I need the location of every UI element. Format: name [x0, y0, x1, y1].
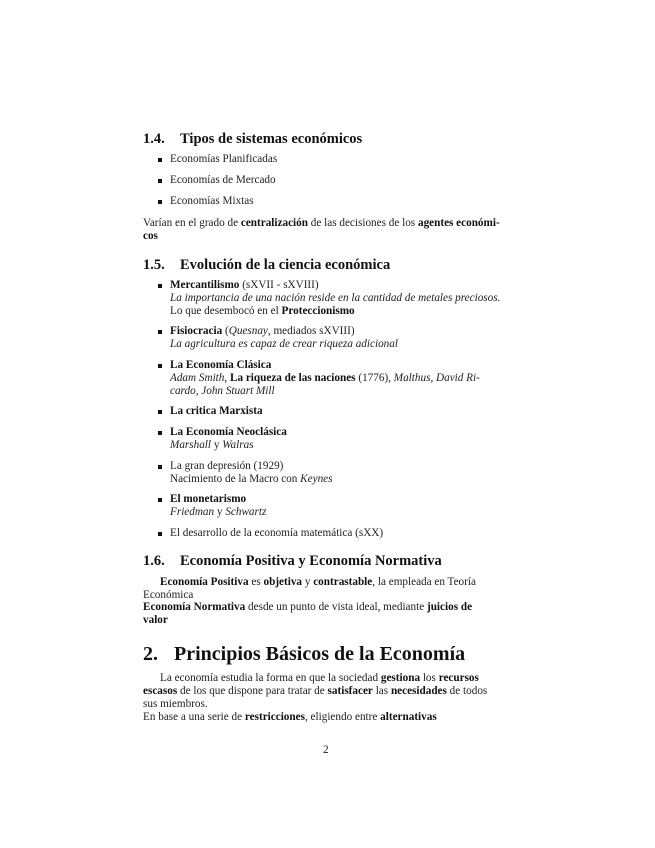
bullet-icon: [158, 330, 162, 334]
section-number: 1.4.: [143, 131, 165, 147]
section-1-5-heading: [143, 257, 390, 274]
section-2-heading: [143, 643, 465, 666]
list-item-desc: La agricultura es capaz de crear riqueza adicional: [170, 338, 398, 350]
list-item-desc: cardo, John Stuart Mill: [170, 385, 275, 397]
list-item-desc: Nacimiento de la Macro con Keynes: [170, 473, 333, 485]
section-title: Economía Positiva y Economía Normativa: [180, 553, 442, 569]
list-item-title: El desarrollo de la economía matemática (sXX): [170, 527, 384, 539]
list-item-desc: Lo que desembocó en el Proteccionismo: [170, 305, 355, 317]
bullet-icon: [158, 158, 162, 162]
list-item-desc: Friedman y Schwartz: [170, 506, 267, 518]
list-item-desc: Marshall y Walras: [170, 439, 254, 451]
bullet-icon: [158, 431, 162, 435]
paragraph-line: escasos de los que dispone para tratar de satisfacer las necesidades de todos: [143, 685, 488, 697]
bullet-icon: [158, 200, 162, 204]
list-item-title: La critica Marxista: [170, 405, 263, 417]
list-item-desc: Adam Smith, La riqueza de las naciones (1776), Malthus, David Ri-: [170, 372, 480, 384]
paragraph-line: Económica: [143, 589, 194, 601]
list-item: Economías de Mercado: [170, 174, 276, 186]
paragraph-line: Economía Normativa desde un punto de vista ideal, mediante juicios de: [143, 601, 473, 613]
list-item-title: Mercantilismo (sXVII - sXVIII): [170, 279, 319, 291]
bullet-icon: [158, 284, 162, 288]
bullet-icon: [158, 532, 162, 536]
paragraph-line: valor: [143, 614, 168, 626]
section-number: 1.5.: [143, 257, 165, 273]
section-title: Principios Básicos de la Economía: [174, 643, 466, 665]
list-item-title: La Economía Neoclásica: [170, 426, 287, 438]
list-item-title: El monetarismo: [170, 493, 247, 505]
page-number: 2: [323, 744, 329, 756]
list-item: Economías Mixtas: [170, 195, 254, 207]
bullet-icon: [158, 410, 162, 414]
section-number: 1.6.: [143, 553, 165, 569]
paragraph-line: cos: [143, 230, 158, 242]
section-number: 2.: [143, 643, 158, 665]
paragraph-line: La economía estudia la forma en que la sociedad gestiona los recursos: [160, 672, 479, 684]
section-1-6-heading: [143, 553, 442, 570]
list-item-title: Fisiocracia (Quesnay, mediados sXVIII): [170, 325, 355, 337]
list-item-desc: La importancia de una nación reside en la cantidad de metales preciosos.: [170, 292, 501, 304]
bullet-icon: [158, 465, 162, 469]
bullet-icon: [158, 179, 162, 183]
paragraph-line: sus miembros.: [143, 698, 208, 710]
section-title: Evolución de la ciencia económica: [180, 257, 391, 273]
paragraph-line: Economía Positiva es objetiva y contrastable, la empleada en Teoría: [160, 576, 476, 588]
list-item-title: La gran depresión (1929): [170, 460, 284, 472]
paragraph-line: En base a una serie de restricciones, eligiendo entre alternativas: [143, 711, 437, 723]
list-item: Economías Planificadas: [170, 153, 278, 165]
section-1-4-heading: [143, 131, 362, 148]
bullet-icon: [158, 498, 162, 502]
bullet-icon: [158, 364, 162, 368]
section-title: Tipos de sistemas económicos: [180, 131, 363, 147]
list-item-title: La Economía Clásica: [170, 359, 272, 371]
paragraph-line: Varían en el grado de centralización de las decisiones de los agentes económi-: [143, 217, 500, 229]
